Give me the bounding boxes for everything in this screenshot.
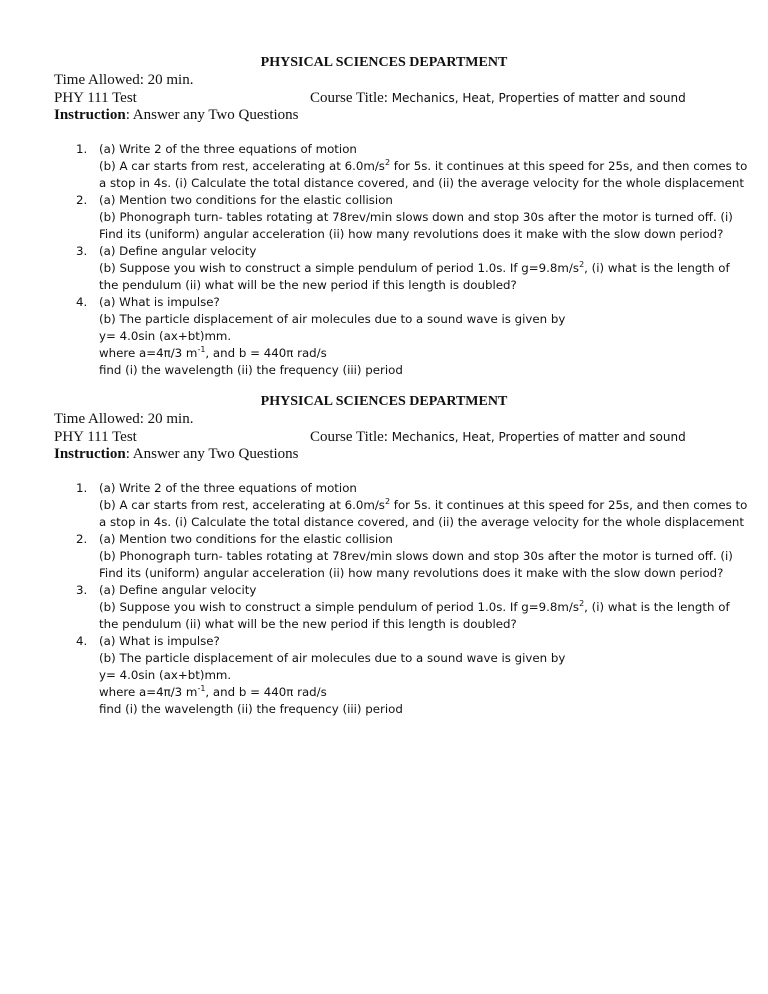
- superscript: 2: [384, 497, 391, 507]
- q4-part-b: (b) The particle displacement of air molecules due to a sound wave is given by: [99, 312, 566, 326]
- q4-part-a: (a) What is impulse?: [99, 634, 220, 648]
- q4-part-a: (a) What is impulse?: [99, 295, 220, 309]
- question-1: [54, 480, 748, 531]
- question-number: 3.: [76, 244, 88, 258]
- q1-part-b-text: (b) A car starts from rest, accelerating at 6.0m/s: [99, 159, 385, 173]
- course-title-label: Course Title:: [310, 90, 388, 106]
- question-3: [54, 243, 730, 294]
- question-2: [54, 192, 733, 243]
- question-3: [54, 582, 730, 633]
- question-number: 1.: [76, 481, 88, 495]
- q3-part-b-text: (b) Suppose you wish to construct a simple pendulum of period 1.0s. If g=9.8m/s: [99, 600, 580, 614]
- q4-equation: y= 4.0sin (ax+bt)mm.: [99, 329, 232, 343]
- instruction-row: [54, 446, 299, 463]
- q3-part-b-text-cont: , (i) what is the length of: [584, 600, 730, 614]
- q3-part-b: [54, 599, 730, 616]
- superscript: -1: [197, 684, 206, 694]
- question-4: [54, 294, 716, 379]
- q2-part-b-line2: Find its (uniform) angular acceleration (ii) how many revolutions does it make with the slow down period?: [99, 566, 724, 580]
- question-number: 4.: [76, 634, 88, 648]
- q2-part-b: (b) Phonograph turn- tables rotating at 78rev/min slows down and stop 30s after the motor is turned off. (i): [99, 549, 733, 563]
- q3-part-b-line2: the pendulum (ii) what will be the new period if this length is doubled?: [99, 617, 517, 631]
- course-title-label: Course Title:: [310, 429, 388, 445]
- q1-part-a: (a) Write 2 of the three equations of motion: [99, 481, 357, 495]
- q4-find: find (i) the wavelength (ii) the frequency (iii) period: [99, 702, 403, 716]
- q4-equation: y= 4.0sin (ax+bt)mm.: [99, 668, 232, 682]
- department-title: PHYSICAL SCIENCES DEPARTMENT: [260, 55, 508, 70]
- test-code: PHY 111 Test: [54, 90, 137, 106]
- course-title-row: [310, 90, 686, 107]
- superscript: 2: [579, 599, 585, 609]
- q3-part-a: (a) Define angular velocity: [99, 244, 257, 258]
- q4-where: [54, 684, 716, 701]
- question-number: 4.: [76, 295, 88, 309]
- q4-part-b: (b) The particle displacement of air molecules due to a sound wave is given by: [99, 651, 566, 665]
- time-allowed: Time Allowed: 20 min.: [54, 72, 194, 88]
- instruction-label: Instruction: [54, 446, 126, 462]
- q1-part-b: [54, 497, 748, 514]
- test-code: PHY 111 Test: [54, 429, 137, 445]
- instruction-row: [54, 107, 299, 124]
- q4-where-text-cont: , and b = 440π rad/s: [205, 346, 327, 360]
- question-number: 1.: [76, 142, 88, 156]
- q1-part-b: [54, 158, 748, 175]
- instruction-label: Instruction: [54, 107, 126, 123]
- q4-find: find (i) the wavelength (ii) the frequency (iii) period: [99, 363, 403, 377]
- question-1: [54, 141, 748, 192]
- question-number: 2.: [76, 193, 88, 207]
- q1-part-a: (a) Write 2 of the three equations of motion: [99, 142, 357, 156]
- q3-part-b-text: (b) Suppose you wish to construct a simple pendulum of period 1.0s. If g=9.8m/s: [99, 261, 580, 275]
- q4-where-text: where a=4π/3 m: [99, 346, 198, 360]
- q4-where-text-cont: , and b = 440π rad/s: [205, 685, 327, 699]
- q4-where: [54, 345, 716, 362]
- time-allowed: Time Allowed: 20 min.: [54, 411, 194, 427]
- q2-part-b-line2: Find its (uniform) angular acceleration (ii) how many revolutions does it make with the slow down period?: [99, 227, 724, 241]
- q2-part-a: (a) Mention two conditions for the elastic collision: [99, 532, 393, 546]
- q2-part-a: (a) Mention two conditions for the elastic collision: [99, 193, 393, 207]
- superscript: 2: [384, 158, 391, 168]
- instruction-text: : Answer any Two Questions: [125, 446, 299, 462]
- superscript: -1: [197, 345, 206, 355]
- q3-part-a: (a) Define angular velocity: [99, 583, 257, 597]
- q1-part-b-text-cont: for 5s. it continues at this speed for 25s, and then comes to: [390, 159, 748, 173]
- question-number: 2.: [76, 532, 88, 546]
- superscript: 2: [579, 260, 585, 270]
- q1-part-b-text: (b) A car starts from rest, accelerating at 6.0m/s: [99, 498, 385, 512]
- course-title-row: [310, 429, 686, 446]
- question-number: 3.: [76, 583, 88, 597]
- q2-part-b: (b) Phonograph turn- tables rotating at 78rev/min slows down and stop 30s after the motor is turned off. (i): [99, 210, 733, 224]
- q3-part-b: [54, 260, 730, 277]
- q1-part-b-line2: a stop in 4s. (i) Calculate the total distance covered, and (ii) the average velocity for the whole displacement: [99, 176, 744, 190]
- q4-where-text: where a=4π/3 m: [99, 685, 198, 699]
- department-title: PHYSICAL SCIENCES DEPARTMENT: [260, 394, 508, 409]
- question-2: [54, 531, 733, 582]
- course-title: Mechanics, Heat, Properties of matter and sound: [391, 91, 686, 105]
- instruction-text: : Answer any Two Questions: [125, 107, 299, 123]
- q3-part-b-line2: the pendulum (ii) what will be the new period if this length is doubled?: [99, 278, 517, 292]
- course-title: Mechanics, Heat, Properties of matter and sound: [391, 430, 686, 444]
- q3-part-b-text-cont: , (i) what is the length of: [584, 261, 730, 275]
- q1-part-b-line2: a stop in 4s. (i) Calculate the total distance covered, and (ii) the average velocity for the whole displacement: [99, 515, 744, 529]
- question-4: [54, 633, 716, 718]
- q1-part-b-text-cont: for 5s. it continues at this speed for 25s, and then comes to: [390, 498, 748, 512]
